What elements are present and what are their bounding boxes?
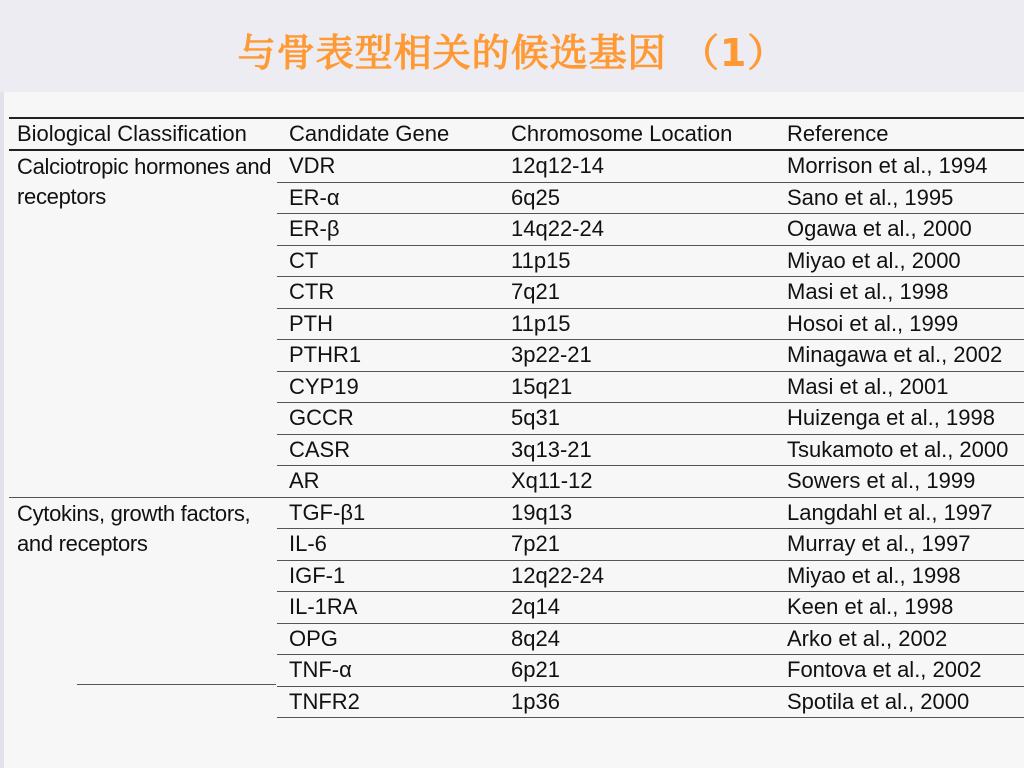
location-cell: 6q25 <box>499 182 773 214</box>
gene-cell: CTR <box>277 277 499 309</box>
location-cell: 7p21 <box>499 529 773 561</box>
reference-cell: Ogawa et al., 2000 <box>773 214 1024 246</box>
gene-cell: TNFR2 <box>277 686 499 718</box>
slide-title: 与骨表型相关的候选基因 （1） <box>237 31 787 75</box>
reference-cell: Masi et al., 1998 <box>773 277 1024 309</box>
reference-cell: Arko et al., 2002 <box>773 623 1024 655</box>
sheet-edge <box>0 92 4 768</box>
reference-cell: Sano et al., 1995 <box>773 182 1024 214</box>
gene-cell: OPG <box>277 623 499 655</box>
reference-cell: Miyao et al., 1998 <box>773 560 1024 592</box>
reference-cell: Keen et al., 1998 <box>773 592 1024 624</box>
gene-cell: GCCR <box>277 403 499 435</box>
location-cell: 2q14 <box>499 592 773 624</box>
table-row <box>9 497 1024 529</box>
reference-cell: Fontova et al., 2002 <box>773 655 1024 687</box>
gene-cell: IL-6 <box>277 529 499 561</box>
location-cell: 12q12-14 <box>499 150 773 182</box>
table-body <box>9 150 1024 718</box>
header-candidate-gene: Candidate Gene <box>277 118 499 150</box>
table-bottom-rule <box>77 684 276 685</box>
reference-cell: Huizenga et al., 1998 <box>773 403 1024 435</box>
header-reference: Reference <box>773 118 1024 150</box>
header-biological-classification: Biological Classification <box>9 118 277 150</box>
table-row <box>9 150 1024 182</box>
gene-cell: IGF-1 <box>277 560 499 592</box>
gene-cell: VDR <box>277 150 499 182</box>
gene-cell: CYP19 <box>277 371 499 403</box>
location-cell: 19q13 <box>499 497 773 529</box>
location-cell: 15q21 <box>499 371 773 403</box>
candidate-gene-table <box>9 117 1024 718</box>
reference-cell: Langdahl et al., 1997 <box>773 497 1024 529</box>
reference-cell: Minagawa et al., 2002 <box>773 340 1024 372</box>
gene-cell: AR <box>277 466 499 498</box>
gene-cell: PTH <box>277 308 499 340</box>
reference-cell: Morrison et al., 1994 <box>773 150 1024 182</box>
classification-cell: Cytokins, growth factors, and receptors <box>17 500 251 556</box>
location-cell: 14q22-24 <box>499 214 773 246</box>
classification-cell: Calciotropic hormones and receptors <box>9 150 277 497</box>
gene-cell: ER-β <box>277 214 499 246</box>
location-cell: 12q22-24 <box>499 560 773 592</box>
location-cell: 8q24 <box>499 623 773 655</box>
reference-cell: Spotila et al., 2000 <box>773 686 1024 718</box>
table-header-row <box>9 118 1024 150</box>
location-cell: 1p36 <box>499 686 773 718</box>
gene-cell: CASR <box>277 434 499 466</box>
reference-cell: Murray et al., 1997 <box>773 529 1024 561</box>
gene-cell: PTHR1 <box>277 340 499 372</box>
reference-cell: Tsukamoto et al., 2000 <box>773 434 1024 466</box>
gene-cell: TGF-β1 <box>277 497 499 529</box>
location-cell: 3p22-21 <box>499 340 773 372</box>
gene-cell: CT <box>277 245 499 277</box>
reference-cell: Masi et al., 2001 <box>773 371 1024 403</box>
reference-cell: Miyao et al., 2000 <box>773 245 1024 277</box>
gene-cell: IL-1RA <box>277 592 499 624</box>
header-chromosome-location: Chromosome Location <box>499 118 773 150</box>
reference-cell: Sowers et al., 1999 <box>773 466 1024 498</box>
reference-cell: Hosoi et al., 1999 <box>773 308 1024 340</box>
location-cell: 11p15 <box>499 308 773 340</box>
gene-cell: ER-α <box>277 182 499 214</box>
location-cell: 7q21 <box>499 277 773 309</box>
location-cell: 11p15 <box>499 245 773 277</box>
location-cell: Xq11-12 <box>499 466 773 498</box>
gene-cell: TNF-α <box>277 655 499 687</box>
location-cell: 3q13-21 <box>499 434 773 466</box>
location-cell: 6p21 <box>499 655 773 687</box>
location-cell: 5q31 <box>499 403 773 435</box>
